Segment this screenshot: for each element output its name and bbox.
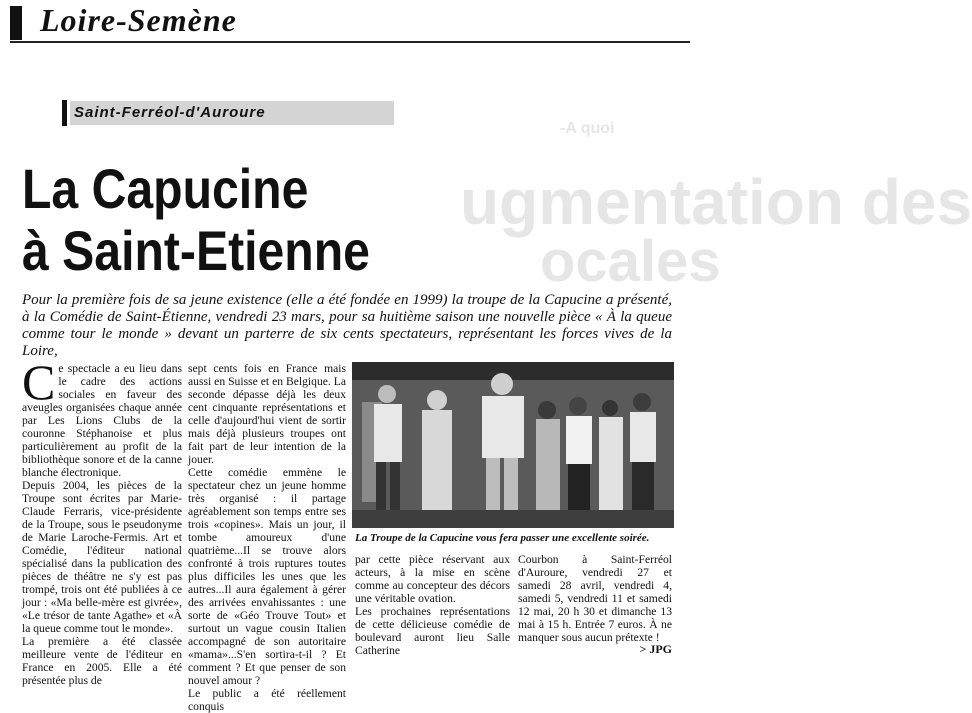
header-bar (10, 6, 22, 40)
bleed-through-text: -A quoi (560, 120, 615, 137)
article-column-1 (22, 354, 182, 687)
paragraph (22, 354, 182, 479)
lead-text: Pour la première fois de sa jeune existence (elle a été fondée en 1999) la troupe de la Capucine a présenté, à la Comédie de Saint-Étienne, vendredi 23 mars, pour sa huitième saison une nouvelle pièce « À la queue comme tour le monde » devant un parterre de six cents spectateurs, représentant les forces vives de la Loire, (22, 292, 672, 359)
paragraph-text: e spectacle a eu lieu dans le cadre des actions sociales en faveur des aveugles organisées chaque année par Les Lions Clubs de la couronne Stéphanoise et plus particulièrement au profit de la bibliothèque sonore et de la canne blanche électronique. (22, 362, 182, 479)
article-column-3 (355, 553, 510, 657)
photo-caption: La Troupe de la Capucine vous fera passer une excellente soirée. (355, 532, 650, 544)
headline-line-2: à Saint-Etienne (22, 219, 370, 282)
photo-illustration (352, 362, 674, 528)
paragraph: Courbon à Saint-Ferréol d'Auroure, vendredi 27 et samedi 28 avril, vendredi 4, samedi 5, vendredi 11 et samedi 12 mai, 20 h 30 et dimanche 13 mai à 15 h. Entrée 7 euros. À ne manquer sous aucun prétexte ! (518, 553, 672, 644)
section-bar (62, 100, 67, 126)
article-column-4 (518, 553, 672, 644)
headline-line-1: La Capucine (22, 157, 309, 220)
lead-paragraph (22, 292, 672, 360)
paragraph: Le public a été réellement conquis (188, 687, 346, 713)
drop-cap: C (22, 354, 56, 410)
paragraph: Les prochaines représentations de cette délicieuse comédie de boulevard auront lieu Salle Catherine (355, 605, 510, 657)
paragraph: Cette comédie emmène le spectateur chez un jeune homme très organisé : il partage agréablement son temps entre ses trois «copines». Mais un jour, il tombe amoureux d'une quatrième...Il se trouve alors confronté à trois ruptures toutes plus difficiles les unes que les autres...Il aura également à gérer des arrivées envahissantes : une sorte de «Géo Trouve Tout» et surtout un vague cousin Italien accompagné de son autoritaire «mama»...S'en sortira-t-il ? Et comment ? Et que penser de son nouvel amour ? (188, 466, 346, 687)
bleed-through-text: ugmentation des (460, 166, 972, 238)
bleed-through-text: ocales (540, 229, 721, 294)
photo-troupe (352, 362, 674, 528)
article-column-2 (188, 362, 346, 713)
paragraph: sept cents fois en France mais aussi en Suisse et en Belgique. La seconde dépasse déjà les deux cent cinquante représentations et celle d'aujourd'hui vient de sortir mais déjà plusieurs troupes ont fait part de leur intention de la jouer. (188, 362, 346, 466)
author-signature: > JPG (639, 642, 672, 656)
paragraph: par cette pièce réservant aux acteurs, à la mise en scène comme au concepteur des décors une véritable ovation. (355, 553, 510, 605)
paragraph: La première a été classée meilleure vente de l'éditeur en France en 2005. Elle a été présentée plus de (22, 635, 182, 687)
page-header-title: Loire-Semène (40, 2, 237, 38)
paragraph: Depuis 2004, les pièces de la Troupe sont écrites par Marie-Claude Ferraris, vice-présidente de la Troupe, sous le pseudonyme de Marie Laroche-Fermis. Art et Comédie, l'éditeur national spécialisé dans la publication des pièces de théâtre ne s'y est pas trompé, trois ont été publiées à ce jour : «Ma belle-mère est givrée», «Le trésor de tante Agathe» et «À la queue comme tout le monde». (22, 479, 182, 635)
header-rule (10, 41, 690, 43)
section-label: Saint-Ferréol-d'Auroure (70, 101, 394, 125)
